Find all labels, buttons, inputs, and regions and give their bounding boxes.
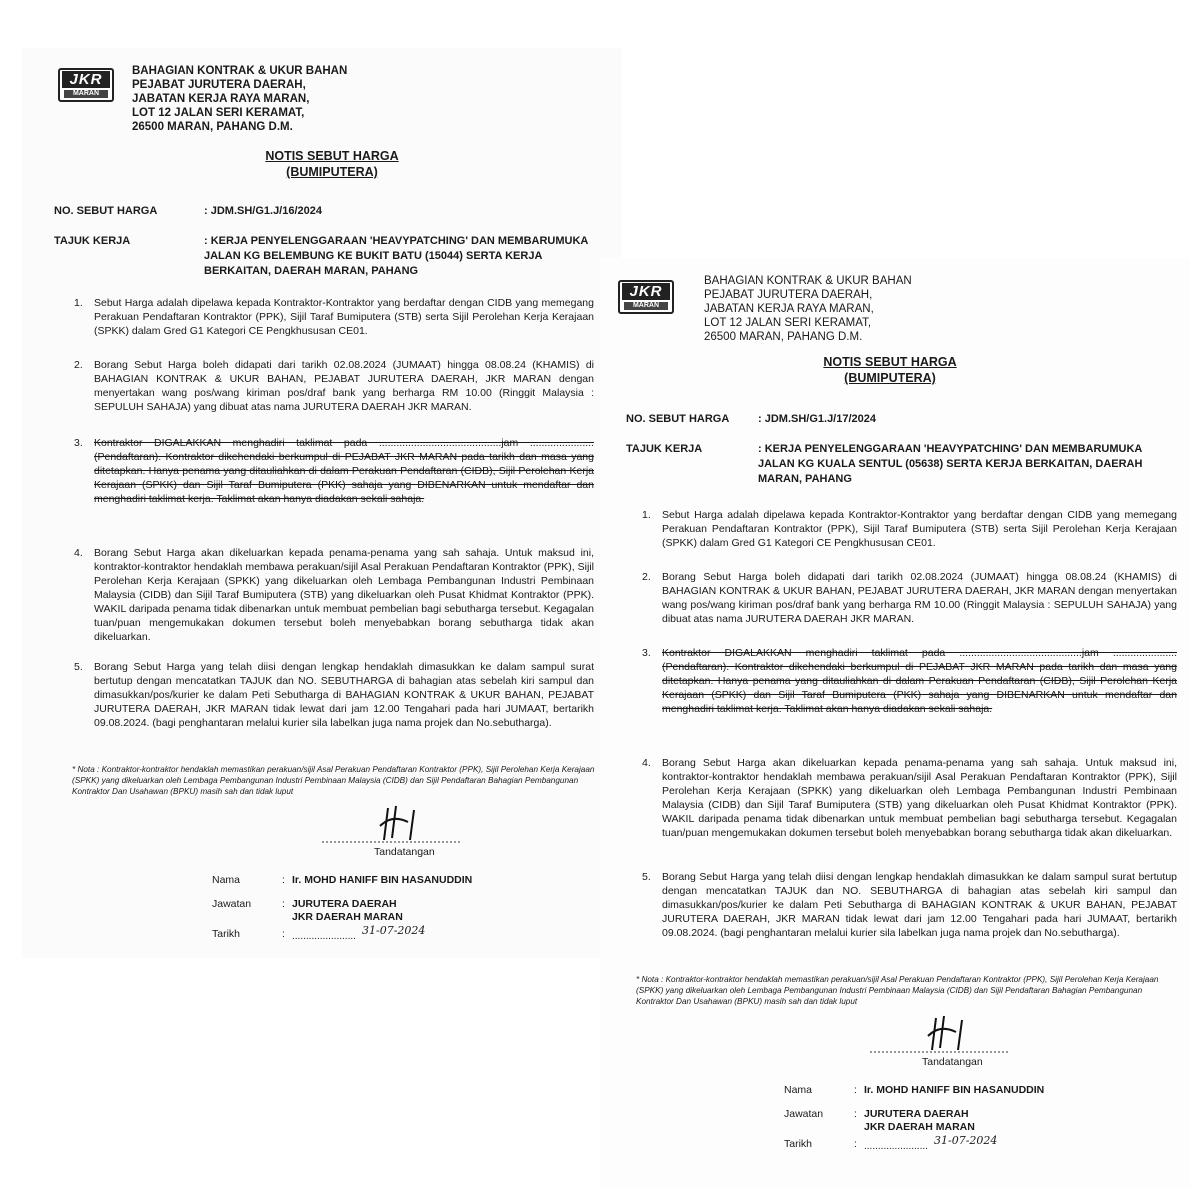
logo-text: JKR bbox=[622, 283, 670, 300]
paragraph-2: 2. Borang Sebut Harga boleh didapati dari tarikh 02.08.2024 (JUMAAT) hingga 08.08.24 (KHAMIS) di BAHAGIAN KONTRAK & UKUR BAHAN, PEJABAT JURUTERA DAERAH, JKR MARAN dengan menyertakan wang pos/wang kiriman pos/draf bank yang berharga RM 10.00 (Ringgit Malaysia : SEPULUH SAHAJA) yang dibuat atas nama JURUTERA DAERAH JKR MARAN. bbox=[74, 359, 594, 413]
paragraph-4: 4. Borang Sebut Harga akan dikeluarkan kepada penama-penama yang sah sahaja. Untuk maksud ini, kontraktor-kontraktor hendaklah membawa perakuan/sijil Asal Perakuan Pendaftaran Kontraktor (PPK), Sijil Perolehan Kerja Kerajaan (SPKK) yang dikeluarkan oleh Lembaga Pembangunan Industri Pembinaan Malaysia (CIDB) dan Sijil Taraf Bumiputera (STB) yang dikeluarkan oleh Pusat Khidmat Kontraktor (PPK). WAKIL daripada penama tidak dibenarkan untuk membuat pembelian bagi sebutharga tersebut. Kegagalan tuan/puan mengemukakan dokumen tersebut boleh menyebabkan borang sebutharga tidak akan dikeluarkan. bbox=[74, 547, 594, 643]
paragraph-2: 2. Borang Sebut Harga boleh didapati dari tarikh 02.08.2024 (JUMAAT) hingga 08.08.24 (KHAMIS) di BAHAGIAN KONTRAK & UKUR BAHAN, PEJABAT JURUTERA DAERAH, JKR MARAN dengan menyertakan wang pos/wang kiriman pos/draf bank yang berharga RM 10.00 (Ringgit Malaysia : SEPULUH SAHAJA) yang dibuat atas nama JURUTERA DAERAH JKR MARAN. bbox=[642, 571, 1177, 625]
work-title: TAJUK KERJA : KERJA PENYELENGGARAAN 'HEAVYPATCHING' DAN MEMBARUMUKA JALAN KG BELEMBUNG KE BUKIT BATU (15044) SERTA KERJA BERKAITAN, DAERAH MARAN, PAHANG bbox=[54, 235, 588, 277]
jkr-logo bbox=[618, 280, 674, 314]
handwritten-date: 31-07-2024 bbox=[934, 1134, 998, 1147]
signature-label: Tandatangan bbox=[922, 1056, 983, 1068]
notice-title: NOTIS SEBUT HARGA (BUMIPUTERA) bbox=[823, 355, 957, 385]
work-title: TAJUK KERJA : KERJA PENYELENGGARAAN 'HEAVYPATCHING' DAN MEMBARUMUKA JALAN KG KUALA SENTUL (05638) SERTA KERJA BERKAITAN, DAERAH MARAN, PAHANG bbox=[626, 443, 1143, 485]
signature-label: Tandatangan bbox=[374, 846, 435, 858]
paragraph-3-struck: 3. Kontraktor DIGALAKKAN menghadiri taklimat pada ..........................................jam ......................(Pendaftaran). Kontraktor dikehendaki berkumpul di PEJABAT JKR MARAN pada tarikh dan masa yang ditetapkan. Hanya penama yang ditauliahkan di dalam Perakuan Pendaftaran (CIDB), Sijil Perolehan Kerja Kerajaan (SPKK) dan Sijil Taraf Bumiputera (PKK) sahaja yang DIBENARKAN untuk mendaftar dan menghadiri taklimat kerja. Taklimat akan hanya diadakan sekali sahaja. bbox=[74, 437, 594, 505]
office-address: BAHAGIAN KONTRAK & UKUR BAHAN PEJABAT JURUTERA DAERAH, JABATAN KERJA RAYA MARAN, LOT 12 JALAN SERI KERAMAT, 26500 MARAN, PAHANG D.M. bbox=[132, 65, 348, 133]
notice-title: NOTIS SEBUT HARGA (BUMIPUTERA) bbox=[265, 149, 399, 179]
paragraph-1: 1. Sebut Harga adalah dipelawa kepada Kontraktor-Kontraktor yang berdaftar dengan CIDB yang memegang Perakuan Pendaftaran Kontraktor (PPK), Sijil Taraf Bumiputera (STB) serta Sijil Perolehan Kerja Kerajaan (SPKK) dalam Gred G1 Kategori CE Pengkhususan CE01. bbox=[642, 509, 1177, 549]
paragraph-4: 4. Borang Sebut Harga akan dikeluarkan kepada penama-penama yang sah sahaja. Untuk maksud ini, kontraktor-kontraktor hendaklah membawa perakuan/sijil Asal Perakuan Pendaftaran Kontraktor (PPK), Sijil Perolehan Kerja Kerajaan (SPKK) yang dikeluarkan oleh Lembaga Pembangunan Industri Pembinaan Malaysia (CIDB) dan Sijil Taraf Bumiputera (STB) yang dikeluarkan oleh Pusat Khidmat Kontraktor (PPK). WAKIL daripada penama tidak dibenarkan untuk membuat pembelian bagi sebutharga tersebut. Kegagalan tuan/puan mengemukakan dokumen tersebut boleh menyebabkan borang sebutharga tidak akan dikeluarkan. bbox=[642, 757, 1177, 839]
paragraph-5: 5. Borang Sebut Harga yang telah diisi dengan lengkap hendaklah dimasukkan ke dalam sampul surat bertutup dengan mencatatkan TAJUK dan NO. SEBUTHARGA di bahagian atas sebelah kiri sampul dan dimasukkan/pos/kurier ke dalam Peti Sebutharga di BAHAGIAN KONTRAK & UKUR BAHAN, PEJABAT JURUTERA DAERAH, JKR MARAN tidak lewat dari jam 12.00 Tengahari pada hari JUMAAT, bertarikh 09.08.2024. (bagi penghantaran melalui kurier sila labelkan juga nama projek dan No.sebutharga). bbox=[642, 871, 1177, 939]
paragraph-5: 5. Borang Sebut Harga yang telah diisi dengan lengkap hendaklah dimasukkan ke dalam sampul surat bertutup dengan mencatatkan TAJUK dan NO. SEBUTHARGA di bahagian atas sebelah kiri sampul dan dimasukkan/pos/kurier ke dalam Peti Sebutharga di BAHAGIAN KONTRAK & UKUR BAHAN, PEJABAT JURUTERA DAERAH, JKR MARAN tidak lewat dari jam 12.00 Tengahari pada hari JUMAAT, bertarikh 09.08.2024. (bagi penghantaran melalui kurier sila labelkan juga nama projek dan No.sebutharga). bbox=[74, 661, 594, 729]
logo-subtext: MARAN bbox=[64, 90, 108, 98]
footnote: * Nota : Kontraktor-kontraktor hendaklah memastikan perakuan/sijil Asal Perakuan Pendaftaran Kontraktor (PPK), Sijil Perolehan Kerja Kerajaan (SPKK) yang dikeluarkan oleh Lembaga Pembangunan Industri Pembinaan Malaysia (CIDB) dan Sijil Pendaftaran Bahagian Pembangunan Kontraktor Dan Usahawan (BPKU) masih sah dan tidak luput bbox=[636, 975, 1159, 1006]
notice-document-16: JKR MARAN BAHAGIAN KONTRAK & UKUR BAHAN PEJABAT JURUTERA DAERAH, JABATAN KERJA RAYA MARAN, LOT 12 JALAN SERI KERAMAT, 26500 MARAN, PAHANG D.M. NOTIS SEBUT HARGA (BUMIPUTERA) NO. SEBUT HARGA : JDM.SH/G1.J/16/2024 TAJUK KERJA : KERJA PENYELENGGARAAN 'HEAVYPATCHING' DAN MEMBARUMUKA JALAN KG BELEMBUNG KE BUKIT BATU (15044) SERTA KERJA BERKAITAN, DAERAH MARAN, PAHANG 1. Sebut Harga adalah dipelawa kepada Kontraktor-Kontraktor yang berdaftar dengan CIDB yang memegang Perakuan Pendaftaran Kontraktor (PPK), Sijil Taraf Bumiputera (STB) serta Sijil Perolehan Kerja Kerajaan (SPKK) dalam Gred G1 Kategori CE Pengkhususan CE01. 2. Borang Sebut Harga boleh didapati dari tarikh 02.08.2024 (JUMAAT) hingga 08.08.24 (KHAMIS) di BAHAGIAN KONTRAK & UKUR BAHAN, PEJABAT JURUTERA DAERAH, JKR MARAN dengan menyertakan wang pos/wang kiriman pos/draf bank yang berharga RM 10.00 (Ringgit Malaysia : SEPULUH SAHAJA) yang dibuat atas nama JURUTERA DAERAH JKR MARAN. 3. Kontraktor DIGALAKKAN menghadiri taklimat pada ..........................................jam ......................(Pendaftaran). Kontraktor dikehendaki berkumpul di PEJABAT JKR MARAN pada tarikh dan masa yang ditetapkan. Hanya penama yang ditauliahkan di dalam Perakuan Pendaftaran (CIDB), Sijil Perolehan Kerja Kerajaan (SPKK) dan Sijil Taraf Bumiputera (PKK) sahaja yang DIBENARKAN untuk mendaftar dan menghadiri taklimat kerja. Taklimat akan hanya diadakan sekali sahaja. 4. Borang Sebut Harga akan dikeluarkan kepada penama-penama yang sah sahaja. Untuk maksud ini, kontraktor-kontraktor hendaklah membawa perakuan/sijil Asal Perakuan Pendaftaran Kontraktor (PPK), Sijil Perolehan Kerja Kerajaan (SPKK) yang dikeluarkan oleh Lembaga Pembangunan Industri Pembinaan Malaysia (CIDB) dan Sijil Taraf Bumiputera (STB) yang dikeluarkan oleh Pusat Khidmat Kontraktor (PPK). WAKIL daripada penama tidak dibenarkan untuk membuat pembelian bagi sebutharga tersebut. Kegagalan tuan/puan mengemukakan dokumen tersebut boleh menyebabkan borang sebutharga tidak akan dikeluarkan. 5. Borang Sebut Harga yang telah diisi dengan lengkap hendaklah dimasukkan ke dalam sampul surat bertutup dengan mencatatkan TAJUK dan NO. SEBUTHARGA di bahagian atas sebelah kiri sampul dan dimasukkan/pos/kurier ke dalam Peti Sebutharga di BAHAGIAN KONTRAK & UKUR BAHAN, PEJABAT JURUTERA DAERAH, JKR MARAN tidak lewat dari jam 12.00 Tengahari pada hari JUMAAT, bertarikh 09.08.2024. (bagi penghantaran melalui kurier sila labelkan juga nama projek dan No.sebutharga). * Nota : Kontraktor-kontraktor hendaklah memastikan perakuan/sijil Asal Perakuan Pendaftaran Kontraktor (PPK), Sijil Perolehan Kerja Kerajaan (SPKK) yang dikeluarkan oleh Lembaga Pembangunan Industri Pembinaan Malaysia (CIDB) dan Sijil Pendaftaran Bahagian Pembangunan Kontraktor Dan Usahawan (BPKU) masih sah dan tidak luput Tandatangan Nama : Ir. MOHD HANIFF BIN HASANUDDIN Jawatan : JURUTERA DAERAH JKR DAERAH MARAN Tarikh : ....................... 31-07-2024 bbox=[22, 48, 622, 958]
handwritten-date: 31-07-2024 bbox=[362, 924, 426, 937]
logo-text: JKR bbox=[62, 71, 110, 88]
office-address: BAHAGIAN KONTRAK & UKUR BAHAN PEJABAT JURUTERA DAERAH, JABATAN KERJA RAYA MARAN, LOT 12 JALAN SERI KERAMAT, 26500 MARAN, PAHANG D.M. bbox=[704, 275, 912, 343]
paragraph-1: 1. Sebut Harga adalah dipelawa kepada Kontraktor-Kontraktor yang berdaftar dengan CIDB yang memegang Perakuan Pendaftaran Kontraktor (PPK), Sijil Taraf Bumiputera (STB) serta Sijil Perolehan Kerja Kerajaan (SPKK) dalam Gred G1 Kategori CE Pengkhususan CE01. bbox=[74, 297, 594, 337]
signature-mark bbox=[870, 1010, 1010, 1060]
logo-subtext: MARAN bbox=[624, 302, 668, 310]
footnote: * Nota : Kontraktor-kontraktor hendaklah memastikan perakuan/sijil Asal Perakuan Pendaftaran Kontraktor (PPK), Sijil Perolehan Kerja Kerajaan (SPKK) yang dikeluarkan oleh Lembaga Pembangunan Industri Pembinaan Malaysia (CIDB) dan Sijil Pendaftaran Bahagian Pembangunan Kontraktor Dan Usahawan (BPKU) masih sah dan tidak luput bbox=[72, 765, 595, 796]
notice-document-17: JKR MARAN BAHAGIAN KONTRAK & UKUR BAHAN PEJABAT JURUTERA DAERAH, JABATAN KERJA RAYA MARAN, LOT 12 JALAN SERI KERAMAT, 26500 MARAN, PAHANG D.M. NOTIS SEBUT HARGA (BUMIPUTERA) NO. SEBUT HARGA : JDM.SH/G1.J/17/2024 TAJUK KERJA : KERJA PENYELENGGARAAN 'HEAVYPATCHING' DAN MEMBARUMUKA JALAN KG KUALA SENTUL (05638) SERTA KERJA BERKAITAN, DAERAH MARAN, PAHANG 1. Sebut Harga adalah dipelawa kepada Kontraktor-Kontraktor yang berdaftar dengan CIDB yang memegang Perakuan Pendaftaran Kontraktor (PPK), Sijil Taraf Bumiputera (STB) serta Sijil Perolehan Kerja Kerajaan (SPKK) dalam Gred G1 Kategori CE Pengkhususan CE01. 2. Borang Sebut Harga boleh didapati dari tarikh 02.08.2024 (JUMAAT) hingga 08.08.24 (KHAMIS) di BAHAGIAN KONTRAK & UKUR BAHAN, PEJABAT JURUTERA DAERAH, JKR MARAN dengan menyertakan wang pos/wang kiriman pos/draf bank yang berharga RM 10.00 (Ringgit Malaysia : SEPULUH SAHAJA) yang dibuat atas nama JURUTERA DAERAH JKR MARAN. 3. Kontraktor DIGALAKKAN menghadiri taklimat pada ..........................................jam ......................(Pendaftaran). Kontraktor dikehendaki berkumpul di PEJABAT JKR MARAN pada tarikh dan masa yang ditetapkan. Hanya penama yang ditauliahkan di dalam Perakuan Pendaftaran (CIDB), Sijil Perolehan Kerja Kerajaan (SPKK) dan Sijil Taraf Bumiputera (PKK) sahaja yang DIBENARKAN untuk mendaftar dan menghadiri taklimat kerja. Taklimat akan hanya diadakan sekali sahaja. 4. Borang Sebut Harga akan dikeluarkan kepada penama-penama yang sah sahaja. Untuk maksud ini, kontraktor-kontraktor hendaklah membawa perakuan/sijil Asal Perakuan Pendaftaran Kontraktor (PPK), Sijil Perolehan Kerja Kerajaan (SPKK) yang dikeluarkan oleh Lembaga Pembangunan Industri Pembinaan Malaysia (CIDB) dan Sijil Taraf Bumiputera (STB) yang dikeluarkan oleh Pusat Khidmat Kontraktor (PPK). WAKIL daripada penama tidak dibenarkan untuk membuat pembelian bagi sebutharga tersebut. Kegagalan tuan/puan mengemukakan dokumen tersebut boleh menyebabkan borang sebutharga tidak akan dikeluarkan. 5. Borang Sebut Harga yang telah diisi dengan lengkap hendaklah dimasukkan ke dalam sampul surat bertutup dengan mencatatkan TAJUK dan NO. SEBUTHARGA di bahagian atas sebelah kiri sampul dan dimasukkan/pos/kurier ke dalam Peti Sebutharga di BAHAGIAN KONTRAK & UKUR BAHAN, PEJABAT JURUTERA DAERAH, JKR MARAN tidak lewat dari jam 12.00 Tengahari pada hari JUMAAT, bertarikh 09.08.2024. (bagi penghantaran melalui kurier sila labelkan juga nama projek dan No.sebutharga). * Nota : Kontraktor-kontraktor hendaklah memastikan perakuan/sijil Asal Perakuan Pendaftaran Kontraktor (PPK), Sijil Perolehan Kerja Kerajaan (SPKK) yang dikeluarkan oleh Lembaga Pembangunan Industri Pembinaan Malaysia (CIDB) dan Sijil Pendaftaran Bahagian Pembangunan Kontraktor Dan Usahawan (BPKU) masih sah dan tidak luput Tandatangan Nama : Ir. MOHD HANIFF BIN HASANUDDIN Jawatan : JURUTERA DAERAH JKR DAERAH MARAN Tarikh : ....................... 31-07-2024 bbox=[600, 258, 1190, 1188]
paragraph-3-struck: 3. Kontraktor DIGALAKKAN menghadiri taklimat pada ..........................................jam ......................(Pendaftaran). Kontraktor dikehendaki berkumpul di PEJABAT JKR MARAN pada tarikh dan masa yang ditetapkan. Hanya penama yang ditauliahkan di dalam Perakuan Pendaftaran (CIDB), Sijil Perolehan Kerja Kerajaan (SPKK) dan Sijil Taraf Bumiputera (PKK) sahaja yang DIBENARKAN untuk mendaftar dan menghadiri taklimat kerja. Taklimat akan hanya diadakan sekali sahaja. bbox=[642, 647, 1177, 715]
jkr-logo bbox=[58, 68, 114, 102]
signature-mark bbox=[322, 800, 462, 850]
